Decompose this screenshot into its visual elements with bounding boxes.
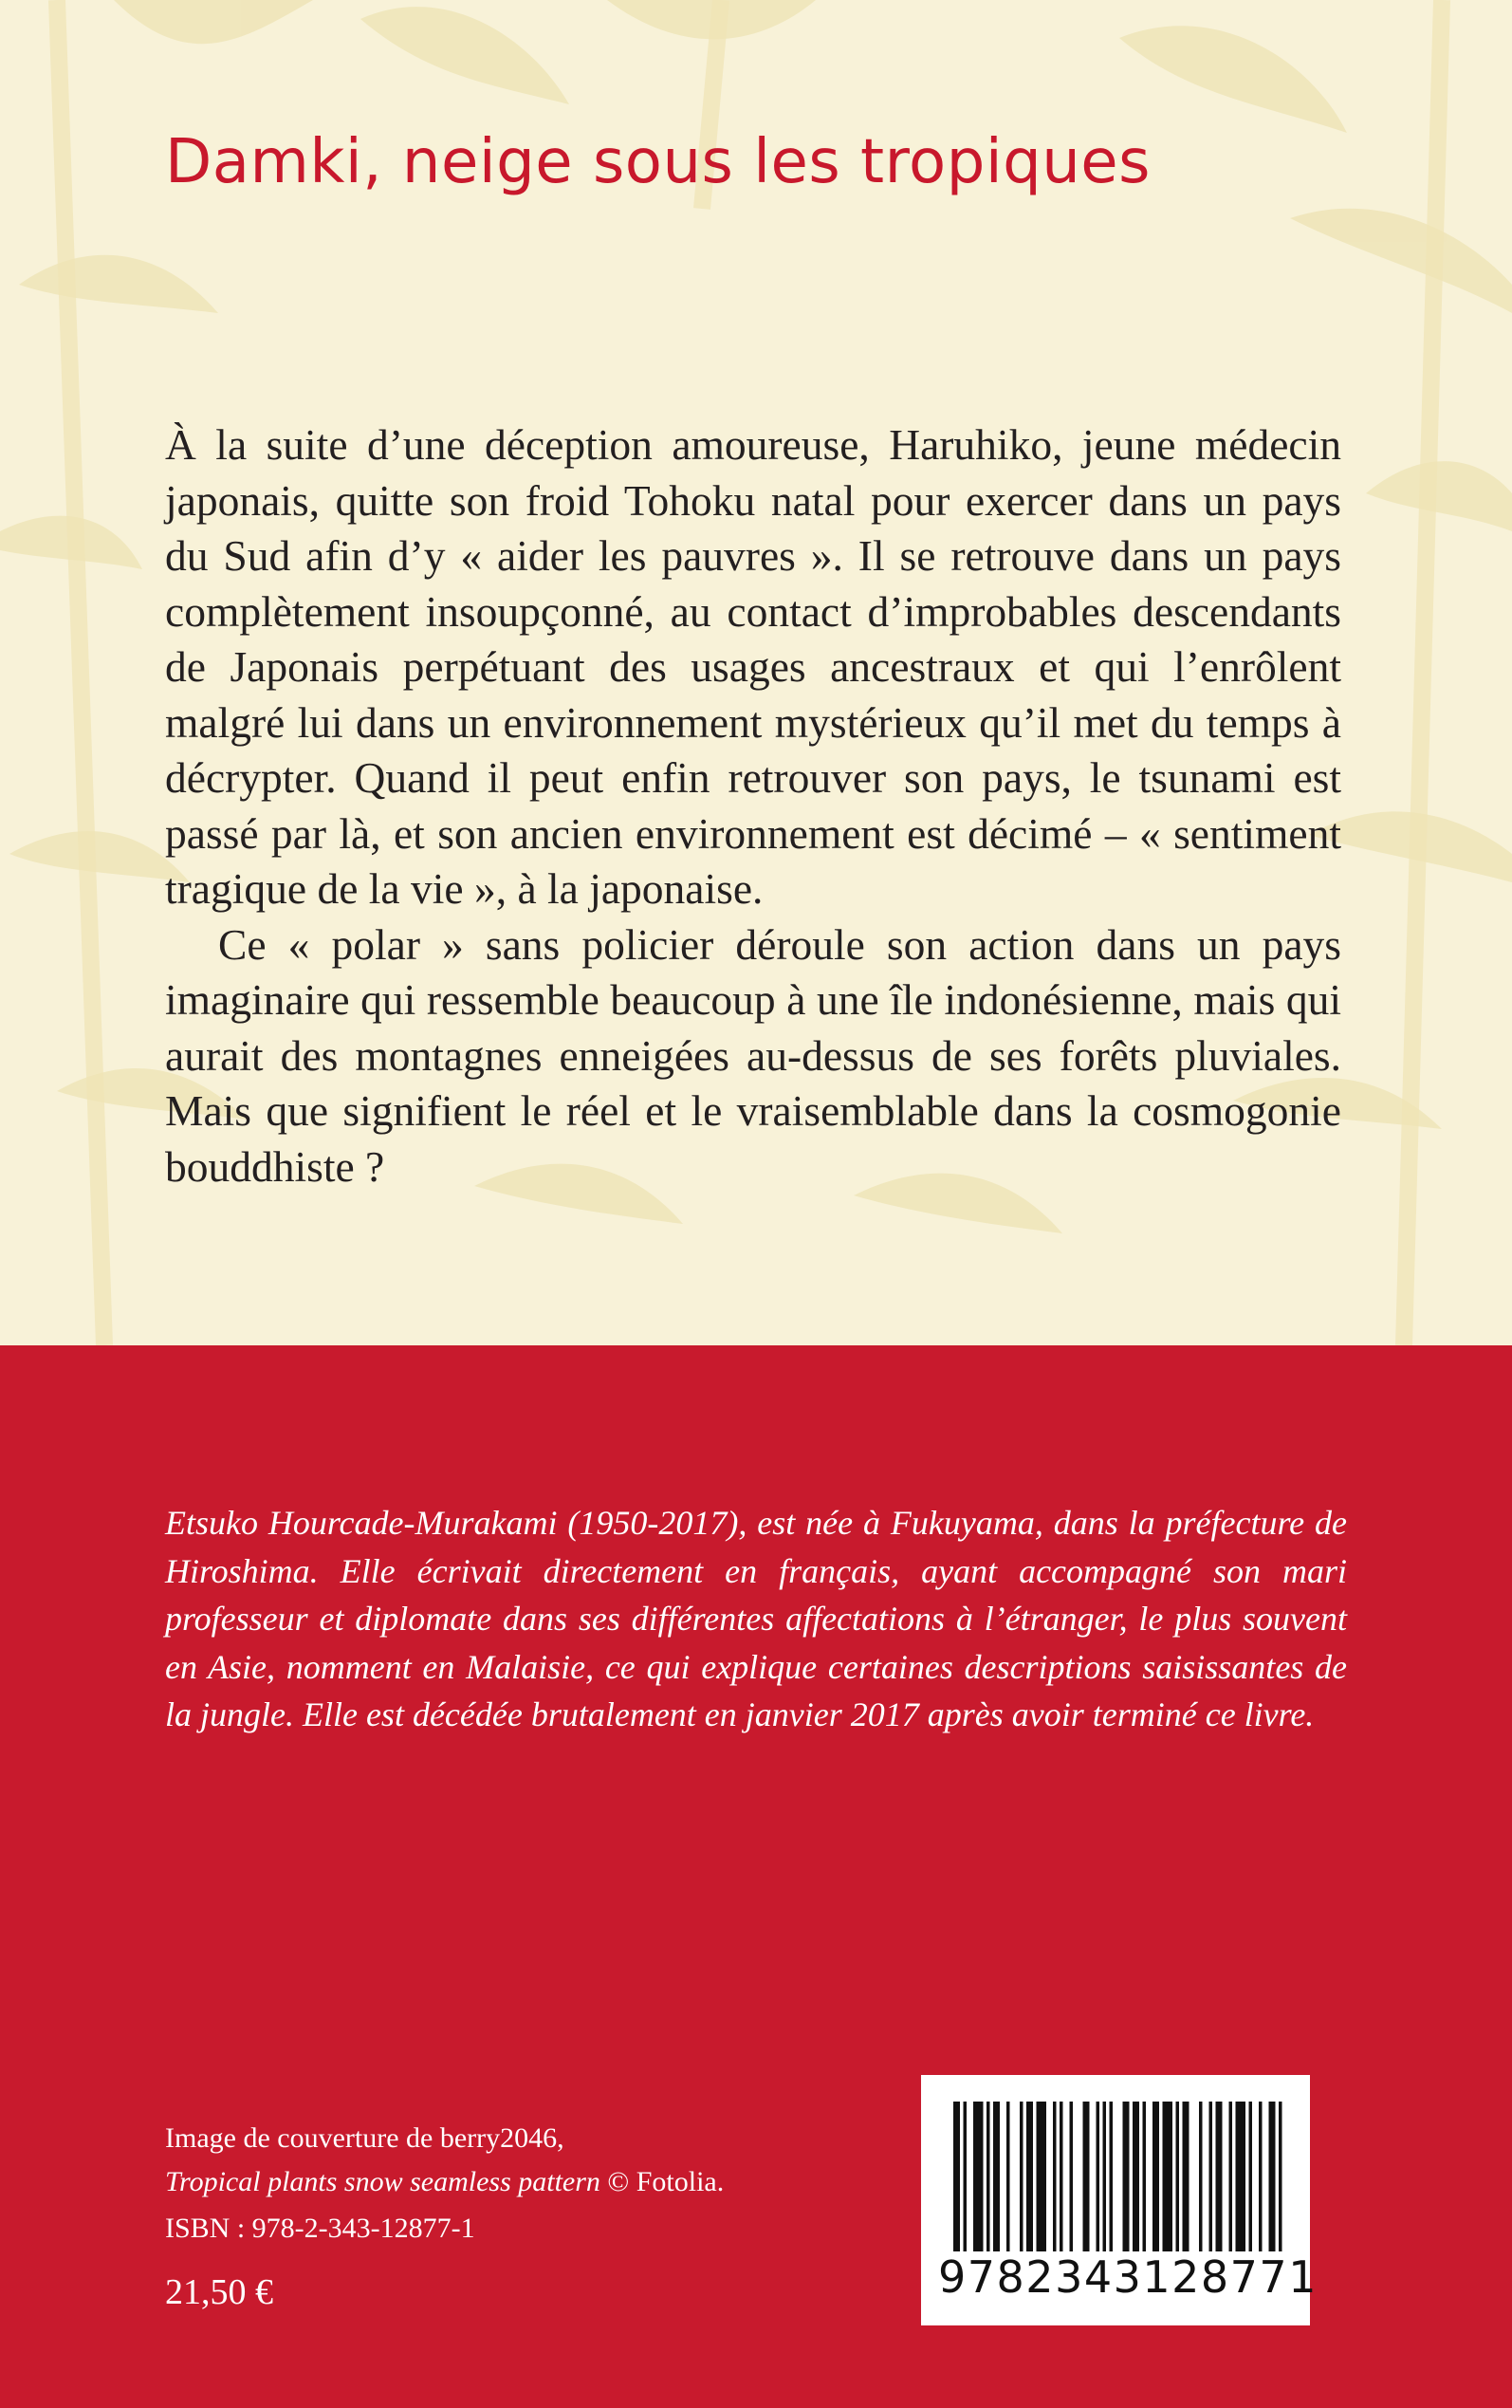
barcode-bar [993, 2102, 1000, 2251]
barcode-digits: 9782343128771 [938, 2251, 1318, 2303]
barcode-bar [1026, 2102, 1033, 2251]
barcode-bar [1020, 2102, 1023, 2251]
barcode-bar [1133, 2102, 1139, 2251]
barcode-bar [973, 2102, 984, 2251]
barcode-bar [986, 2102, 990, 2251]
barcode-bar [1152, 2102, 1159, 2251]
barcode-bar [1229, 2102, 1233, 2251]
barcode-bar [1163, 2102, 1173, 2251]
credit-source: © Fotolia. [599, 2166, 725, 2197]
barcode-bar [1249, 2102, 1253, 2251]
cover-bottom-panel [0, 1345, 1512, 2408]
barcode-bar [1037, 2102, 1047, 2251]
barcode-bar [1060, 2102, 1063, 2251]
credit-line-2 [165, 2160, 848, 2204]
barcode-bar [1236, 2102, 1246, 2251]
barcode-bar [1083, 2102, 1090, 2251]
image-credits [165, 2117, 848, 2204]
barcode-bar [1183, 2102, 1189, 2251]
barcode-bar [1123, 2102, 1130, 2251]
barcode-bar [1070, 2102, 1074, 2251]
barcode [921, 2075, 1318, 2325]
barcode-bar [1209, 2102, 1213, 2251]
barcode-bar [1199, 2102, 1203, 2251]
author-name: Etsuko Hourcade-Murakami [165, 1504, 558, 1542]
blurb-paragraph-2: Ce « polar » sans policier déroule son action dans un pays imaginaire qui ressemble beaucoup à une île indonésienne, mais qui aurait des montagnes enneigées au-dessus de ses forêts pluviales. Mais que signifient le réel et le vraisemblable dans la cosmogonie bouddhiste ? [165, 919, 1341, 1191]
barcode-bar [1143, 2102, 1147, 2251]
author-bio-text: (1950-2017), est née à Fukuyama, dans la préfecture de Hiroshima. Elle écrivait directement en français, ayant accompagné son mari professeur et diplomate dans ses différentes affectations à l’étranger, le plus souvent en Asie, nomment en Malaisie, ce qui explique certaines descriptions saisissantes de la jungle. Elle est décédée brutalement en janvier 2017 après avoir terminé ce livre. [165, 1504, 1348, 1733]
barcode-bar [1269, 2102, 1276, 2251]
barcode-bar [1053, 2102, 1057, 2251]
book-title: Damki, neige sous les tropiques [165, 127, 1151, 197]
barcode-bar [1103, 2102, 1107, 2251]
isbn-number: ISBN : 978-2-343-12877-1 [165, 2213, 475, 2244]
book-price: 21,50 € [165, 2272, 273, 2312]
barcode-bar [1097, 2102, 1100, 2251]
barcode-bar [953, 2102, 960, 2251]
book-blurb [165, 417, 1341, 1195]
barcode-bar [1006, 2102, 1010, 2251]
barcode-bar [964, 2102, 968, 2251]
barcode-bar [1216, 2102, 1223, 2251]
barcode-bar [1279, 2102, 1282, 2251]
barcode-bar [1259, 2102, 1263, 2251]
barcode-bar [1110, 2102, 1114, 2251]
author-biography [165, 1499, 1347, 1739]
credit-artwork-title: Tropical plants snow seamless pattern [165, 2166, 600, 2197]
blurb-paragraph-1: À la suite d’une déception amoureuse, Haruhiko, jeune médecin japonais, quitte son froid Tohoku natal pour exercer dans un pays du Sud afin d’y « aider les pauvres ». Il se retrouve dans un pays complètement insoupçonné, au contact d’improbables descendants de Japonais perpétuant des usages ancestraux et qui l’enrôlent malgré lui dans un environnement mystérieux qu’il met du temps à décrypter. Quand il peut enfin retrouver son pays, le tsunami est passé par là, et son ancien environnement est décimé – « sentiment tragique de la vie », à la japonaise. [165, 420, 1341, 913]
credit-line-1: Image de couverture de berry2046, [165, 2122, 564, 2154]
barcode-bar [1176, 2102, 1180, 2251]
